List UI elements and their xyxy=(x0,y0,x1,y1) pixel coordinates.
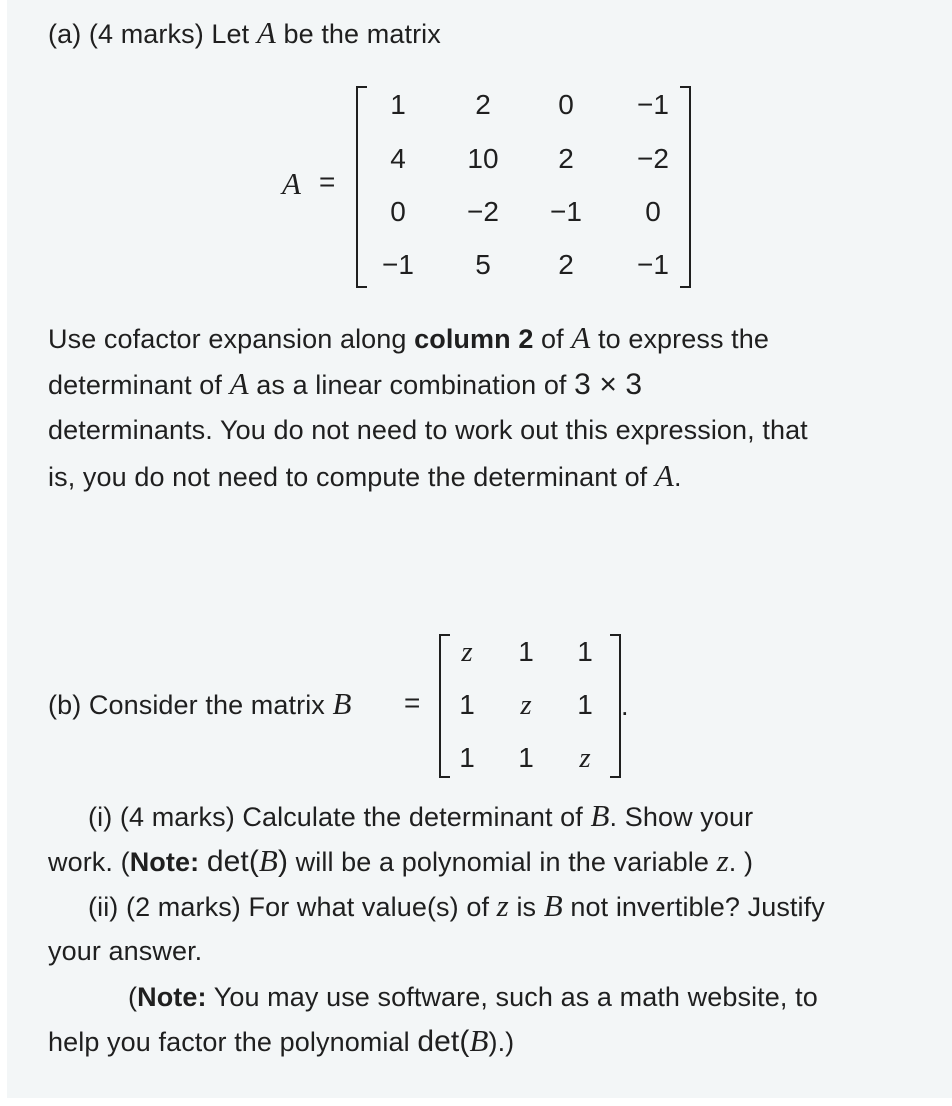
text: . xyxy=(673,462,682,492)
var-B: B xyxy=(543,888,563,923)
matrix-B-cell: z xyxy=(520,689,532,721)
bold-text: column 2 xyxy=(414,324,534,354)
text: ).) xyxy=(488,1027,515,1057)
var-A: A xyxy=(571,320,591,355)
matrix-A-cell: −2 xyxy=(467,196,499,227)
text: is, you do not need to compute the determinant of xyxy=(48,462,655,492)
matrix-B-cell: 1 xyxy=(518,742,534,773)
matrix-A-cell: 0 xyxy=(390,196,406,227)
part-b-intro xyxy=(48,688,352,721)
matrix-A-cell: −1 xyxy=(550,196,582,227)
text: not invertible? Justify xyxy=(562,892,825,922)
matrix-A-cell: −1 xyxy=(637,89,669,120)
text: work. ( xyxy=(48,847,130,877)
var-A: A xyxy=(654,458,674,493)
var-B: B xyxy=(258,843,278,878)
part-b-i-line-1 xyxy=(88,800,753,833)
matrix-B-right-bracket xyxy=(610,634,621,778)
matrix-B-equals: = xyxy=(404,687,421,718)
part-a-line-4 xyxy=(48,460,682,493)
text: (i) (4 marks) Calculate the determinant of xyxy=(88,802,591,832)
text: will be a polynomial in the variable xyxy=(288,847,717,877)
matrix-B-cell: 1 xyxy=(459,689,475,720)
matrix-A-cell: 10 xyxy=(467,143,499,174)
matrix-A-cell: −1 xyxy=(382,249,414,280)
matrix-A-equals: = xyxy=(319,166,336,197)
matrix-B-cell: 1 xyxy=(518,636,534,667)
math-3x3: 3 × 3 xyxy=(574,368,643,401)
note-label: Note: xyxy=(137,982,207,1012)
det-function: det( xyxy=(206,845,259,878)
text: of xyxy=(533,324,572,354)
part-b-i-line-2 xyxy=(48,845,753,878)
matrix-B-cell: 1 xyxy=(459,742,475,773)
matrix-A-label: A xyxy=(282,166,302,201)
text: You may use software, such as a math website, to xyxy=(206,982,818,1012)
text: (b) Consider the matrix xyxy=(48,690,333,720)
note-label: Note: xyxy=(129,847,200,877)
matrix-A-cell: −1 xyxy=(637,249,669,280)
part-a-line-1 xyxy=(48,322,769,355)
part-a-line-2 xyxy=(48,368,642,401)
var-B: B xyxy=(332,686,352,721)
text: ( xyxy=(128,982,138,1012)
text: help you factor the polynomial xyxy=(48,1027,418,1057)
matrix-A-cell: 0 xyxy=(558,89,574,120)
var-B: B xyxy=(590,798,610,833)
matrix-B-cell: z xyxy=(579,742,591,774)
matrix-A-cell: 1 xyxy=(390,89,406,120)
matrix-A-cell: 5 xyxy=(475,249,491,280)
matrix-A-cell: 2 xyxy=(475,89,491,120)
matrix-B-cell: 1 xyxy=(577,636,593,667)
note-line-2 xyxy=(48,1025,514,1058)
part-b-ii-line-1 xyxy=(88,890,825,923)
note-line-1 xyxy=(128,981,818,1013)
matrix-A-cell: 4 xyxy=(390,143,406,174)
text: . Show your xyxy=(609,802,754,832)
part-a-line-3: determinants. You do not need to work out this expression, that xyxy=(48,415,808,445)
matrix-B-cell: 1 xyxy=(577,689,593,720)
text: is xyxy=(508,892,544,922)
det-close: ) xyxy=(277,845,289,878)
det-function: det( xyxy=(417,1025,470,1058)
text: as a linear combination of xyxy=(248,370,575,400)
matrix-A-cell: 2 xyxy=(558,249,574,280)
part-a-heading xyxy=(48,17,441,50)
part-a-intro-suffix: be the matrix xyxy=(275,19,441,49)
text: (ii) (2 marks) For what value(s) of xyxy=(88,892,497,922)
matrix-A-cell: 2 xyxy=(558,143,574,174)
part-b-ii-line-2: your answer. xyxy=(48,936,203,966)
text: Use cofactor expansion along xyxy=(48,324,415,354)
text: to express the xyxy=(590,324,770,354)
text: . ) xyxy=(728,847,754,877)
matrix-A-cell: −2 xyxy=(637,143,669,174)
var-A: A xyxy=(256,15,276,50)
var-z: z xyxy=(496,888,509,923)
var-A: A xyxy=(229,366,249,401)
var-B: B xyxy=(469,1023,489,1058)
text: determinant of xyxy=(48,370,230,400)
matrix-B-period: . xyxy=(621,691,629,721)
var-z: z xyxy=(716,843,729,878)
part-a-intro-prefix: (a) (4 marks) Let xyxy=(48,19,257,49)
matrix-B-cell: z xyxy=(461,636,473,668)
matrix-A-cell: 0 xyxy=(645,196,661,227)
